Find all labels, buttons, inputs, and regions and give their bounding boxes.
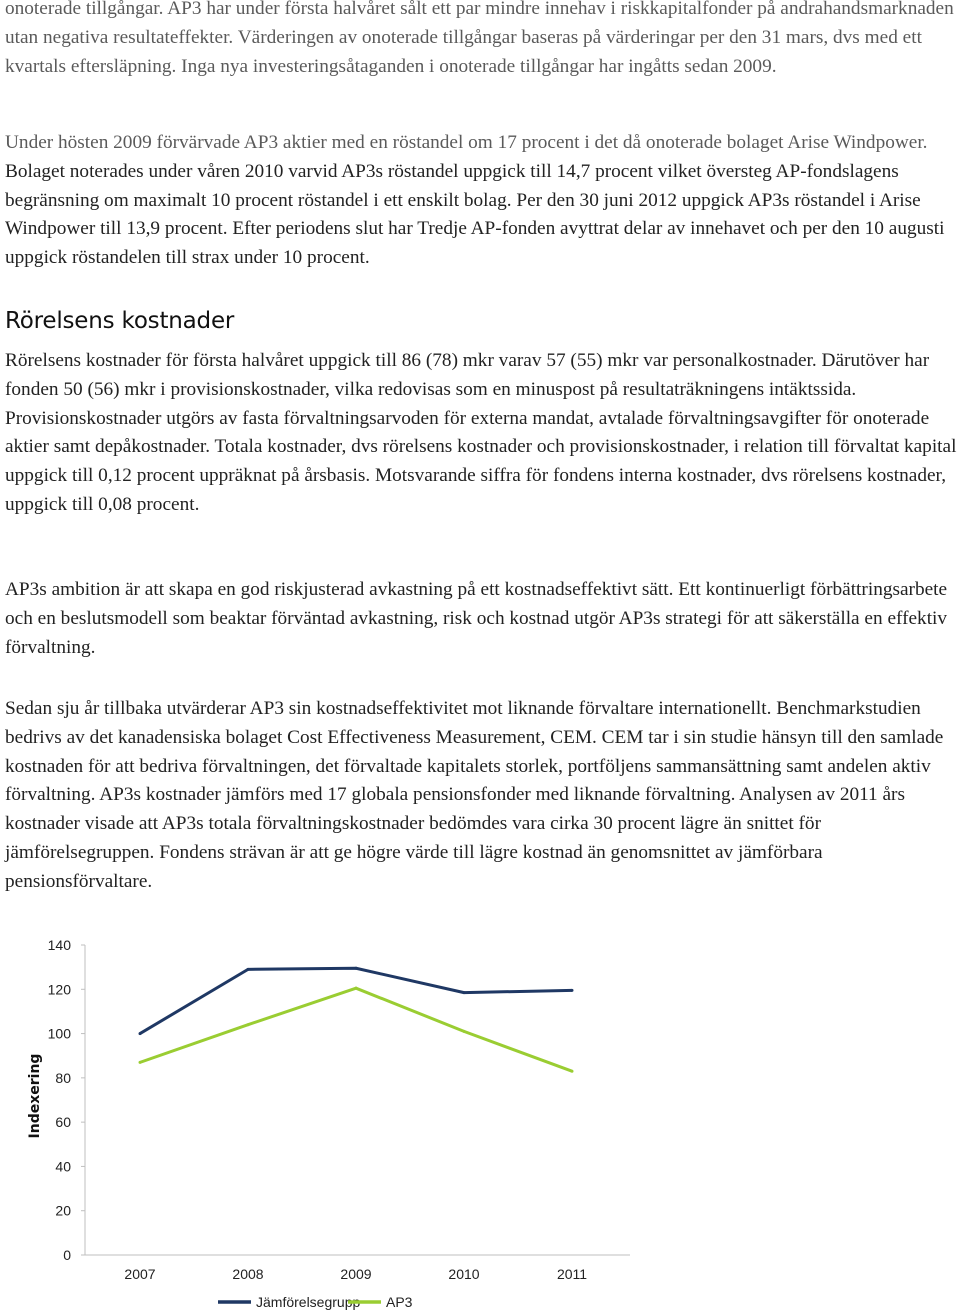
- paragraph-ambition: AP3s ambition är att skapa en god riskjusterad avkastning på ett kostnadseffektivt sätt. Ett kontinuerligt förbättringsarbete och en beslutsmodell som beaktar förväntad avkastning, risk och kostnad utgör AP3s strategi för att säkerställa en effektiv förvaltning.: [5, 579, 948, 658]
- data-point: [247, 1023, 250, 1026]
- y-tick-label: 80: [55, 1069, 71, 1086]
- y-tick-label: 0: [63, 1247, 71, 1263]
- paragraph-operating-costs: Rörelsens kostnader för första halvåret uppgick till 86 (78) mkr varav 57 (55) mkr var personalkostnader. Därutöver har fonden 50 (56) mkr i provisionskostnader, vilka redovisas som en minuspost på resultaträkningens intäktssida. Provisionskostnader utgörs av fasta förvaltningsarvoden för externa mandat, avtalade förvaltningsavgifter för onoterade aktier samt depåkostnader. Totala kostnader, dvs rörelsens kostnader och provisionskostnader, i relation till förvaltat kapital uppgick till 0,12 procent uppräknat på årsbasis. Motsvarande siffra för fondens interna kostnader, dvs rörelsens kostnader, uppgick till 0,08 procent.: [5, 350, 957, 515]
- legend-label: AP3: [386, 1294, 413, 1310]
- y-tick-label: 140: [47, 937, 71, 953]
- x-tick-label: 2007: [124, 1266, 156, 1282]
- x-tick-label: 2011: [556, 1266, 588, 1282]
- chart-series: [139, 967, 574, 1073]
- y-tick-label: 60: [55, 1114, 71, 1131]
- data-point: [355, 967, 358, 970]
- paragraph-arise-windpower: [5, 129, 960, 273]
- y-tick-label: 100: [47, 1025, 71, 1042]
- data-point: [139, 1032, 142, 1035]
- y-axis-ticks: [48, 937, 85, 1263]
- y-tick-label: 120: [47, 981, 71, 998]
- cost-index-line-chart: [0, 925, 960, 1316]
- x-tick-label: 2008: [232, 1266, 264, 1282]
- data-point: [355, 987, 358, 990]
- paragraph-unlisted-assets: onoterade tillgångar. AP3 har under första halvåret sålt ett par mindre innehav i riskkapitalfonder på andrahandsmarknaden utan negativa resultateffekter. Värderingen av onoterade tillgångar baseras på värderingar per den 31 mars, dvs med ett kvartals eftersläpning. Inga nya investeringsåtaganden i onoterade tillgångar har ingåtts sedan 2009.: [5, 0, 954, 77]
- x-axis-ticks: [124, 1266, 587, 1282]
- x-tick-label: 2010: [448, 1266, 480, 1282]
- data-point: [571, 989, 574, 992]
- y-tick-label: 20: [55, 1202, 71, 1219]
- x-tick-label: 2009: [340, 1266, 372, 1282]
- data-point: [463, 991, 466, 994]
- data-point: [139, 1061, 142, 1064]
- paragraph-arise-intro: Under hösten 2009 förvärvade AP3 aktier med en röstandel om 17 procent i det då onoterade bolaget Arise Windpower.: [5, 132, 928, 153]
- chart-legend: [218, 1294, 413, 1310]
- y-tick-label: 40: [55, 1158, 71, 1175]
- legend-label: Jämförelsegrupp: [256, 1294, 361, 1310]
- y-axis-label: Indexering: [27, 1053, 43, 1139]
- data-point: [571, 1070, 574, 1073]
- section-heading-operating-costs: Rörelsens kostnader: [5, 308, 235, 334]
- data-point: [463, 1030, 466, 1033]
- paragraph-arise-details: Bolaget noterades under våren 2010 varvid AP3s röstandel uppgick till 14,7 procent vilket översteg AP-fondslagens begränsning om maximalt 10 procent röstandel i ett enskilt bolag. Per den 30 juni 2012 uppgick AP3s röstandel i Arise Windpower till 13,9 procent. Efter periodens slut har Tredje AP-fonden avyttrat delar av innehavet och per den 10 augusti uppgick röstandelen till strax under 10 procent.: [5, 160, 945, 269]
- data-point: [247, 968, 250, 971]
- series-line-ap3: [140, 988, 572, 1071]
- series-line-jamforelsegrupp: [140, 968, 572, 1033]
- paragraph-benchmark: Sedan sju år tillbaka utvärderar AP3 sin kostnadseffektivitet mot liknande förvaltare internationellt. Benchmarkstudien bedrivs av det kanadensiska bolaget Cost Effectiveness Measurement, CEM. CEM tar i sin studie hänsyn till den samlade kostnaden för att bedriva förvaltningen, det förvaltade kapitalets storlek, portföljens sammansättning samt andelen aktiv förvaltning. AP3s kostnader jämförs med 17 globala pensionsfonder med liknande förvaltning. Analysen av 2011 års kostnader visade att AP3s totala förvaltningskostnader bedömdes vara cirka 30 procent lägre än snittet för jämförelsegruppen. Fondens strävan är att ge högre värde till lägre kostnad än genomsnittet av jämförbara pensionsförvaltare.: [5, 698, 944, 892]
